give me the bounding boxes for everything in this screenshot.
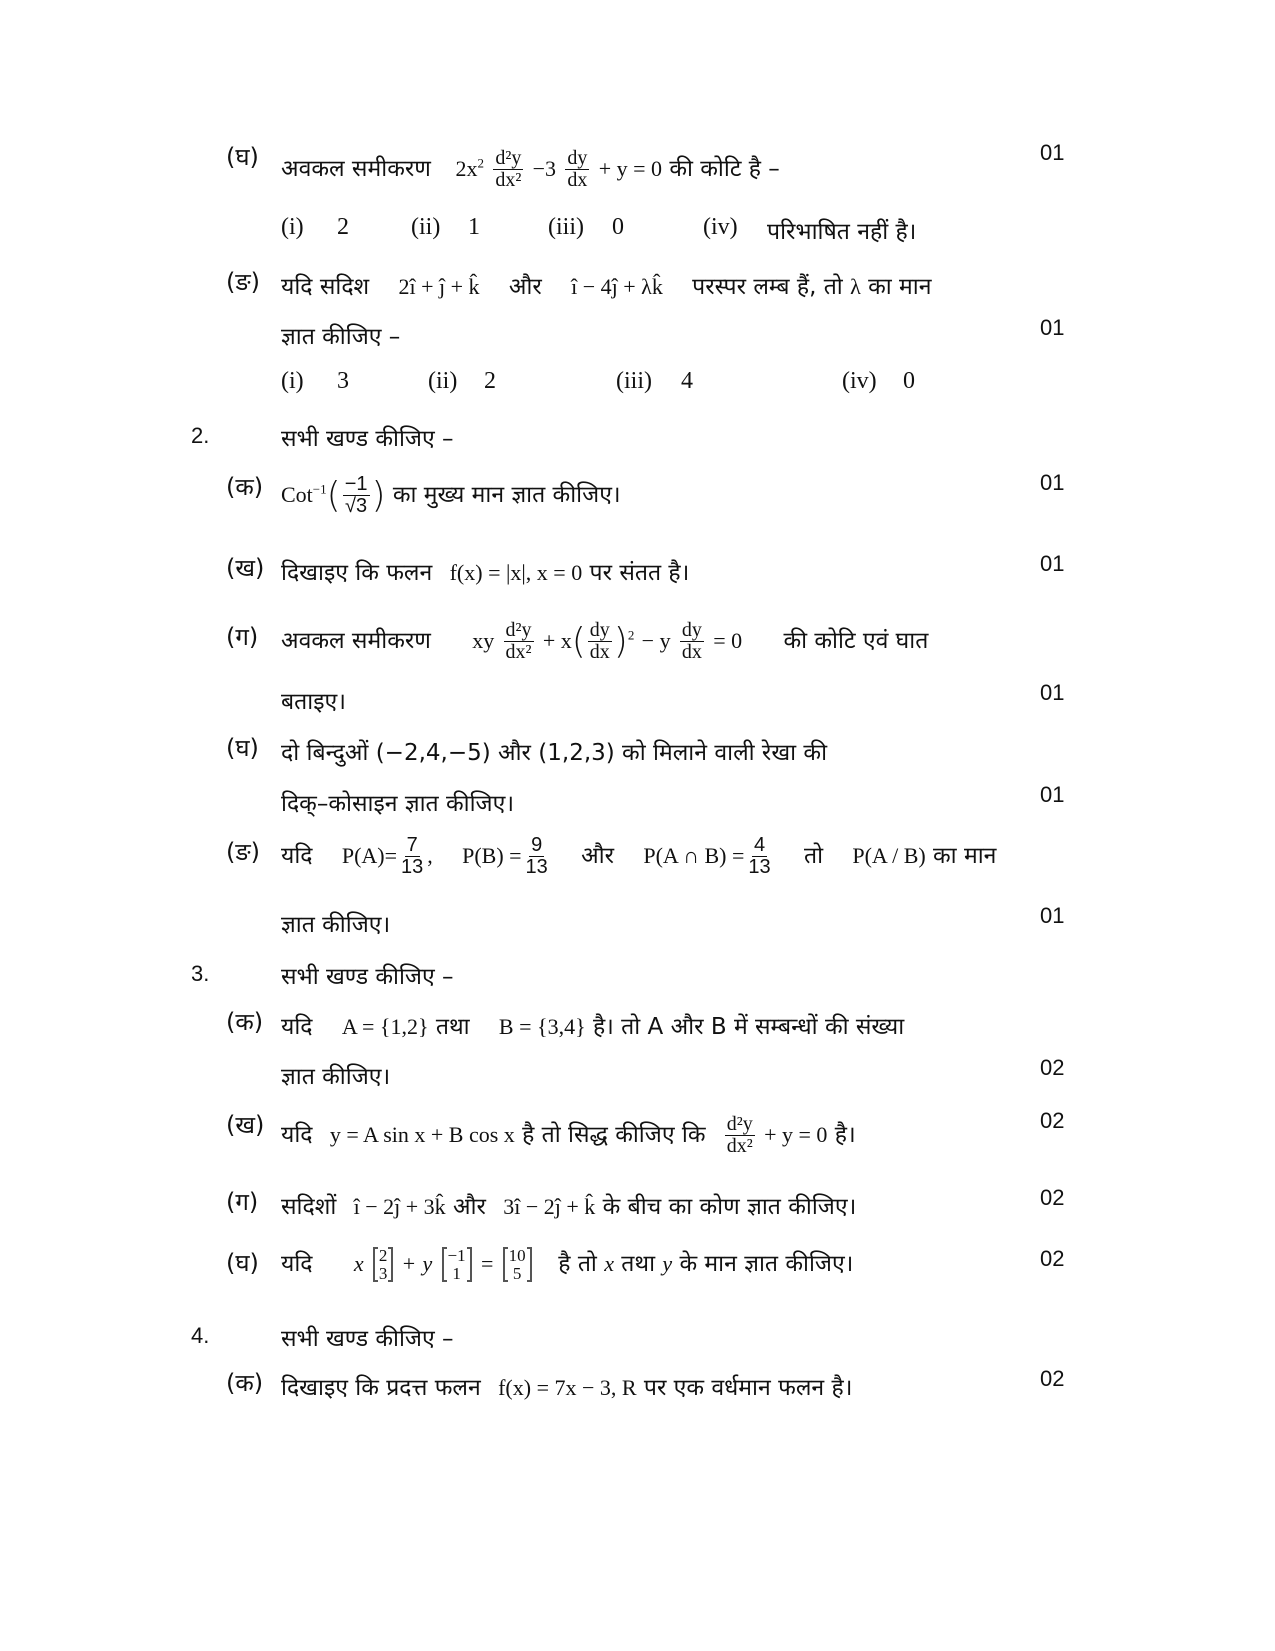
option-value: 0 <box>612 214 624 240</box>
option-label: (i) <box>281 368 304 394</box>
q1-gh-label: (घ) <box>226 143 259 171</box>
q1-gh-options <box>0 210 1275 258</box>
q2-ga-line: (ग) अवकल समीकरण xy $\frac{\text{d²y}}{\text{dx²}}$ + x( $\frac{dy}{dx}$ )$^2$ − y $\frac{dy}{dx}$ = 0 की कोटि एवं घात <box>226 619 929 663</box>
q1-gh-frac1: $\frac{\text{d²y}}{\text{dx²}}$ <box>495 147 522 191</box>
q3-number: 3. <box>191 961 210 986</box>
option-value: 4 <box>681 368 693 394</box>
q1-gh-post: की कोटि है – <box>669 156 780 182</box>
q2-ga-line2: बताइए। 01 <box>281 680 1065 715</box>
q2-ka-frac: $\frac{-1}{√3}$ <box>344 473 368 517</box>
q1-gh-marks: 01 <box>1040 140 1065 165</box>
q1-gh-coef: 2x <box>455 156 478 181</box>
q1-gh-line <box>0 140 1275 191</box>
option-label: (ii) <box>428 368 458 394</box>
q3-ga-line: (ग) सदिशों î − 2ĵ + 3k̂ और 3î − 2ĵ + k̂ के बीच का कोण ज्ञात कीजिए। 02 <box>226 1185 1065 1220</box>
q1-ng-vec2: î − 4ĵ + λk̂ <box>571 274 663 299</box>
q2-kha-line: (ख) दिखाइए कि फलन f(x) = |x|, x = 0 पर संतत है। 01 <box>226 551 1065 586</box>
q3-heading-line <box>0 955 1275 1003</box>
q1-ng-label: (ङ) <box>226 268 261 296</box>
matrix-2: −1 1 <box>442 1247 472 1283</box>
q1-ng-line2: ज्ञात कीजिए – 01 <box>281 315 1065 350</box>
option-value: 1 <box>468 214 480 240</box>
q2-ng-line2: ज्ञात कीजिए। 01 <box>281 903 1065 938</box>
q2-gh-line2: दिक्–कोसाइन ज्ञात कीजिए। 01 <box>281 782 1065 817</box>
q2-gh-line: (घ) दो बिन्दुओं (−2,4,−5) और (1,2,3) को मिलाने वाली रेखा की <box>226 734 828 766</box>
q1-ng-vec1: 2î + ĵ + k̂ <box>398 274 480 299</box>
matrix-3: 10 5 <box>503 1247 532 1283</box>
q3-ka-line2: ज्ञात कीजिए। 02 <box>281 1055 1065 1090</box>
q1-gh-mid: −3 <box>532 156 557 181</box>
q2-number: 2. <box>191 423 210 448</box>
option-value: 2 <box>484 368 496 394</box>
option-label: (iii) <box>548 214 584 240</box>
q3-gh-line: (घ) यदि x 2 3 + y −1 1 = 10 5 है तो x तथा y के मान ज्ञात कीजिए। 02 <box>226 1245 1065 1283</box>
q1-ng-marks: 01 <box>1040 315 1065 340</box>
q4-heading-line <box>0 1317 1275 1365</box>
q2-heading: सभी खण्ड कीजिए – <box>281 426 454 452</box>
q3-heading: सभी खण्ड कीजिए – <box>281 964 454 990</box>
option-label: (i) <box>281 214 304 240</box>
option-label: (iii) <box>616 368 652 394</box>
option-label: (ii) <box>411 214 441 240</box>
q2-ng-line: (ङ) यदि P(A)= $\frac{7}{13}$ , P(B) = $\frac{9}{13}$ और P(A ∩ B) = $\frac{4}{13}$ तो P(A / B) का मान <box>226 834 997 878</box>
q4-ka-line: (क) दिखाइए कि प्रदत्त फलन f(x) = 7x − 3, R पर एक वर्धमान फलन है। 02 <box>226 1366 1065 1401</box>
q1-gh-pre: अवकल समीकरण <box>281 156 431 182</box>
q2-heading-line <box>0 417 1275 465</box>
option-value: 0 <box>903 368 915 394</box>
q1-gh-text <box>281 148 780 191</box>
q1-gh-frac2: $\frac{dy}{dx}$ <box>567 147 588 191</box>
q3-kha-line: (ख) यदि y = A sin x + B cos x है तो सिद्ध कीजिए कि $\frac{\text{d²y}}{\text{dx²}}$ + y = 0 है। 02 <box>226 1108 1065 1157</box>
option-value: परिभाषित नहीं है। <box>767 219 917 245</box>
option-label: (iv) <box>703 214 738 240</box>
q1-gh-pow: 2 <box>477 155 485 171</box>
option-value: 2 <box>337 214 349 240</box>
matrix-1: 2 3 <box>373 1247 394 1283</box>
q4-heading: सभी खण्ड कीजिए – <box>281 1326 454 1352</box>
option-value: 3 <box>337 368 349 394</box>
option-label: (iv) <box>842 368 877 394</box>
q1-ng-line <box>0 265 1275 313</box>
q1-ng-text: यदि सदिश 2î + ĵ + k̂ और î − 4ĵ + λk̂ परस्पर लम्ब हैं, तो λ का मान <box>281 274 932 300</box>
q1-ng-options <box>0 364 1275 412</box>
q1-gh-tail: + y = 0 <box>598 156 663 181</box>
q3-ka-line: (क) यदि A = {1,2} तथा B = {3,4} है। तो A और B में सम्बन्धों की संख्या <box>226 1008 905 1040</box>
q4-number: 4. <box>191 1323 210 1348</box>
q2-ka-line: (क) Cot$^{-1}$( $\frac{-1}{√3}$ ) का मुख्य मान ज्ञात कीजिए। 01 <box>226 470 1065 517</box>
